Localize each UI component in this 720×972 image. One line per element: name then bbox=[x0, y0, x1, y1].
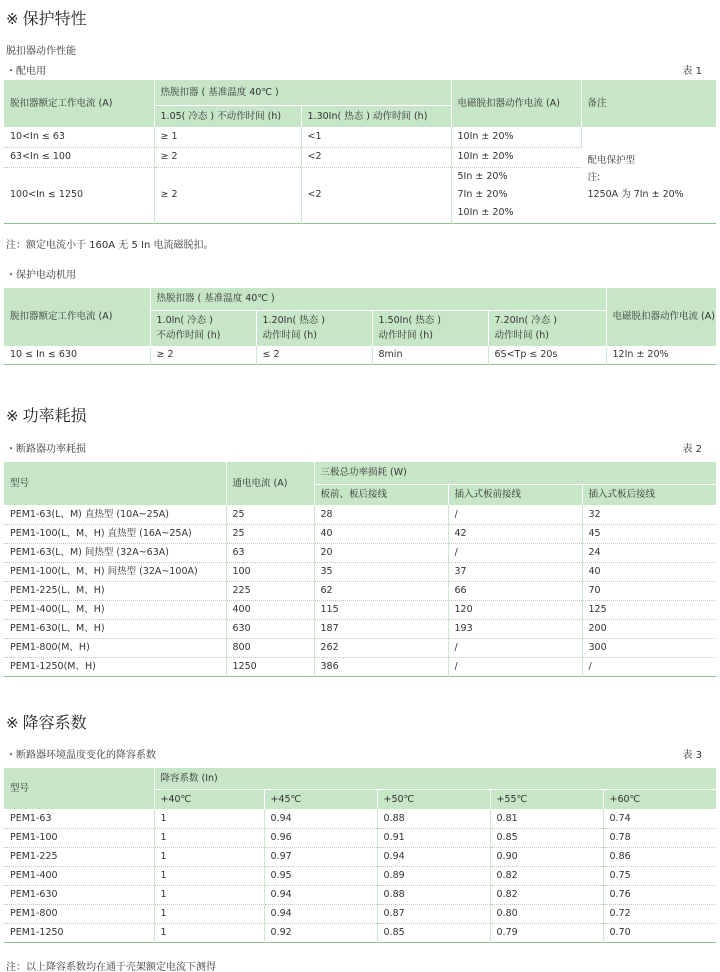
header-plug-front: 插入式板前接线 bbox=[448, 484, 582, 505]
cell: 193 bbox=[448, 619, 582, 638]
cell: 63 bbox=[226, 543, 314, 562]
note-line: 注: bbox=[587, 172, 601, 184]
cell: 1250 bbox=[226, 657, 314, 676]
table-row bbox=[4, 562, 716, 581]
table-row bbox=[4, 638, 716, 657]
cell: 12In ± 20% bbox=[606, 346, 716, 364]
cell: / bbox=[582, 657, 716, 676]
cell: 0.79 bbox=[490, 923, 603, 942]
cell: 42 bbox=[448, 524, 582, 543]
cell: 37 bbox=[448, 562, 582, 581]
cell: 300 bbox=[582, 638, 716, 657]
cell: / bbox=[448, 657, 582, 676]
cell: 63<In ≤ 100 bbox=[4, 147, 154, 167]
cell: <2 bbox=[301, 167, 451, 223]
cell: / bbox=[448, 505, 582, 524]
mag-line: 10In ± 20% bbox=[457, 207, 514, 218]
cell: PEM1-400 bbox=[4, 866, 154, 885]
table2-number: 表 2 bbox=[682, 444, 702, 455]
section-title-text: 降容系数 bbox=[22, 713, 87, 732]
cell: 400 bbox=[226, 600, 314, 619]
cell: 1 bbox=[154, 847, 264, 866]
cell: PEM1-1250(M、H) bbox=[4, 657, 226, 676]
motor-subtitle: ・保护电动机用 bbox=[6, 270, 76, 281]
distribution-trip-table bbox=[4, 80, 716, 224]
header-temp: +50℃ bbox=[377, 789, 490, 809]
cell: 0.89 bbox=[377, 866, 490, 885]
header-col bbox=[256, 310, 372, 346]
cell: 630 bbox=[226, 619, 314, 638]
cell: ≥ 2 bbox=[154, 147, 301, 167]
cell: 10In ± 20% bbox=[451, 127, 581, 147]
section-mark: ※ bbox=[6, 407, 19, 425]
cell: 0.80 bbox=[490, 904, 603, 923]
header-temp: +40℃ bbox=[154, 789, 264, 809]
cell: 800 bbox=[226, 638, 314, 657]
cell: PEM1-800 bbox=[4, 904, 154, 923]
cell: 25 bbox=[226, 524, 314, 543]
cell: 200 bbox=[582, 619, 716, 638]
cell: 28 bbox=[314, 505, 448, 524]
cell: 20 bbox=[314, 543, 448, 562]
cell: 0.78 bbox=[603, 828, 716, 847]
cell: PEM1-1250 bbox=[4, 923, 154, 942]
cell: 32 bbox=[582, 505, 716, 524]
cell: 24 bbox=[582, 543, 716, 562]
table-row bbox=[4, 809, 716, 828]
header-thermal: 热脱扣器 ( 基准温度 40℃ ) bbox=[150, 288, 606, 310]
cell: 0.88 bbox=[377, 885, 490, 904]
cell: 125 bbox=[582, 600, 716, 619]
header-front: 板前、板后接线 bbox=[314, 484, 448, 505]
header-line: 动作时间 (h) bbox=[494, 329, 549, 341]
table-row bbox=[4, 581, 716, 600]
cell: <1 bbox=[301, 127, 451, 147]
section-title-text: 保护特性 bbox=[22, 9, 87, 28]
cell: 25 bbox=[226, 505, 314, 524]
header-magnetic: 电磁脱扣器动作电流 (A) bbox=[606, 288, 716, 346]
cell: PEM1-63(L、M) 间热型 (32A~63A) bbox=[4, 543, 226, 562]
header-current: 通电电流 (A) bbox=[226, 462, 314, 505]
cell: 0.86 bbox=[603, 847, 716, 866]
header-note: 备注 bbox=[581, 80, 716, 127]
cell: PEM1-630 bbox=[4, 885, 154, 904]
cell: / bbox=[448, 543, 582, 562]
cell: 0.87 bbox=[377, 904, 490, 923]
cell: 115 bbox=[314, 600, 448, 619]
cell: 0.91 bbox=[377, 828, 490, 847]
table-row bbox=[4, 127, 716, 147]
cell: PEM1-100(L、M、H) 间热型 (32A~100A) bbox=[4, 562, 226, 581]
cell: 8min bbox=[372, 346, 488, 364]
cell: 0.96 bbox=[264, 828, 377, 847]
table-row bbox=[4, 904, 716, 923]
section-title-protection bbox=[6, 6, 87, 29]
header-col bbox=[488, 310, 606, 346]
cell: 0.85 bbox=[490, 828, 603, 847]
distribution-footnote: 注：额定电流小于 160A 无 5 In 电流磁脱扣。 bbox=[6, 240, 214, 251]
cell: 120 bbox=[448, 600, 582, 619]
cell: PEM1-100(L、M、H) 直热型 (16A~25A) bbox=[4, 524, 226, 543]
header-col bbox=[372, 310, 488, 346]
cell: <2 bbox=[301, 147, 451, 167]
cell: 0.88 bbox=[377, 809, 490, 828]
cell: 0.75 bbox=[603, 866, 716, 885]
table-row bbox=[4, 866, 716, 885]
section-title-text: 功率耗损 bbox=[22, 406, 87, 425]
cell: 45 bbox=[582, 524, 716, 543]
cell: PEM1-63(L、M) 直热型 (10A~25A) bbox=[4, 505, 226, 524]
cell: 66 bbox=[448, 581, 582, 600]
cell: PEM1-63 bbox=[4, 809, 154, 828]
cell: PEM1-400(L、M、H) bbox=[4, 600, 226, 619]
table-row bbox=[4, 619, 716, 638]
cell: ≥ 1 bbox=[154, 127, 301, 147]
cell: PEM1-630(L、M、H) bbox=[4, 619, 226, 638]
header-line: 动作时间 (h) bbox=[378, 329, 433, 341]
header-temp: +55℃ bbox=[490, 789, 603, 809]
header-rated-current: 脱扣器额定工作电流 (A) bbox=[4, 80, 154, 127]
table-row bbox=[4, 923, 716, 942]
cell: 0.76 bbox=[603, 885, 716, 904]
cell: 0.72 bbox=[603, 904, 716, 923]
derating-footnote: 注：以上降容系数均在通于壳架额定电流下测得 bbox=[6, 962, 216, 972]
note-cell bbox=[581, 127, 716, 223]
cell: 0.94 bbox=[264, 885, 377, 904]
cell: 10In ± 20% bbox=[451, 147, 581, 167]
cell bbox=[451, 167, 581, 223]
cell: 40 bbox=[582, 562, 716, 581]
header-line: 1.20In( 热态 ) bbox=[262, 315, 325, 327]
cell: 187 bbox=[314, 619, 448, 638]
header-line: 7.20In( 冷态 ) bbox=[494, 315, 557, 327]
header-line: 1.50In( 热态 ) bbox=[378, 315, 441, 327]
cell: 0.70 bbox=[603, 923, 716, 942]
table-row bbox=[4, 524, 716, 543]
cell: 0.85 bbox=[377, 923, 490, 942]
table-row bbox=[4, 885, 716, 904]
cell: 386 bbox=[314, 657, 448, 676]
cell: / bbox=[448, 638, 582, 657]
cell: 0.94 bbox=[264, 904, 377, 923]
cell: PEM1-100 bbox=[4, 828, 154, 847]
mag-line: 7In ± 20% bbox=[457, 189, 508, 200]
power-loss-table bbox=[4, 462, 716, 677]
header-temp: +60℃ bbox=[603, 789, 716, 809]
cell: 0.74 bbox=[603, 809, 716, 828]
table-row bbox=[4, 657, 716, 676]
cell: 0.92 bbox=[264, 923, 377, 942]
distribution-subtitle: ・配电用 bbox=[6, 66, 46, 77]
cell: 100<In ≤ 1250 bbox=[4, 167, 154, 223]
header-col bbox=[150, 310, 256, 346]
cell: 0.81 bbox=[490, 809, 603, 828]
section-title-power bbox=[6, 403, 87, 426]
cell: PEM1-225(L、M、H) bbox=[4, 581, 226, 600]
trip-performance-label: 脱扣器动作性能 bbox=[6, 46, 76, 57]
cell: 100 bbox=[226, 562, 314, 581]
mag-line: 5In ± 20% bbox=[457, 171, 508, 182]
cell: 1 bbox=[154, 866, 264, 885]
cell: 0.94 bbox=[377, 847, 490, 866]
cell: 10 ≤ In ≤ 630 bbox=[4, 346, 150, 364]
table-row bbox=[4, 505, 716, 524]
header-line: 动作时间 (h) bbox=[262, 329, 317, 341]
cell: 0.90 bbox=[490, 847, 603, 866]
cell: ≤ 2 bbox=[256, 346, 372, 364]
header-rated-current: 脱扣器额定工作电流 (A) bbox=[4, 288, 150, 346]
header-magnetic: 电磁脱扣器动作电流 (A) bbox=[451, 80, 581, 127]
cell: 1 bbox=[154, 809, 264, 828]
cell: 0.82 bbox=[490, 885, 603, 904]
cell: 1 bbox=[154, 923, 264, 942]
cell: 70 bbox=[582, 581, 716, 600]
motor-trip-table bbox=[4, 288, 716, 365]
cell: 0.97 bbox=[264, 847, 377, 866]
header-hot: 1.30In( 热态 ) 动作时间 (h) bbox=[301, 105, 451, 127]
header-loss: 三极总功率损耗 (W) bbox=[314, 462, 716, 484]
cell: ≥ 2 bbox=[150, 346, 256, 364]
cell: 62 bbox=[314, 581, 448, 600]
table-row bbox=[4, 847, 716, 866]
cell: PEM1-800(M、H) bbox=[4, 638, 226, 657]
header-thermal: 热脱扣器 ( 基准温度 40℃ ) bbox=[154, 80, 451, 105]
derating-subtitle: ・断路器环境温度变化的降容系数 bbox=[6, 750, 156, 761]
note-line: 1250A 为 7In ± 20% bbox=[587, 189, 684, 201]
cell: 40 bbox=[314, 524, 448, 543]
header-model: 型号 bbox=[4, 768, 154, 809]
note-line: 配电保护型 bbox=[587, 155, 636, 167]
header-cold: 1.05( 冷态 ) 不动作时间 (h) bbox=[154, 105, 301, 127]
table-row bbox=[4, 828, 716, 847]
cell: 1 bbox=[154, 885, 264, 904]
section-title-derating bbox=[6, 710, 87, 733]
cell: 225 bbox=[226, 581, 314, 600]
table-row bbox=[4, 543, 716, 562]
section-mark: ※ bbox=[6, 714, 19, 732]
cell: 35 bbox=[314, 562, 448, 581]
header-line: 1.0In( 冷态 ) bbox=[156, 315, 213, 327]
cell: 10<In ≤ 63 bbox=[4, 127, 154, 147]
derating-table bbox=[4, 768, 716, 943]
header-factor: 降容系数 (In) bbox=[154, 768, 716, 789]
cell: 262 bbox=[314, 638, 448, 657]
table3-number: 表 3 bbox=[682, 750, 702, 761]
header-line: 不动作时间 (h) bbox=[156, 329, 221, 341]
cell: 0.82 bbox=[490, 866, 603, 885]
table1-number: 表 1 bbox=[682, 66, 702, 77]
cell: 1 bbox=[154, 828, 264, 847]
table-row bbox=[4, 346, 716, 364]
header-model: 型号 bbox=[4, 462, 226, 505]
power-subtitle: ・断路器功率耗损 bbox=[6, 444, 86, 455]
cell: 6S<Tp ≤ 20s bbox=[488, 346, 606, 364]
cell: 0.95 bbox=[264, 866, 377, 885]
cell: 1 bbox=[154, 904, 264, 923]
header-plug-back: 插入式板后接线 bbox=[582, 484, 716, 505]
cell: PEM1-225 bbox=[4, 847, 154, 866]
header-temp: +45℃ bbox=[264, 789, 377, 809]
table-row bbox=[4, 600, 716, 619]
cell: 0.94 bbox=[264, 809, 377, 828]
section-mark: ※ bbox=[6, 10, 19, 28]
cell: ≥ 2 bbox=[154, 167, 301, 223]
